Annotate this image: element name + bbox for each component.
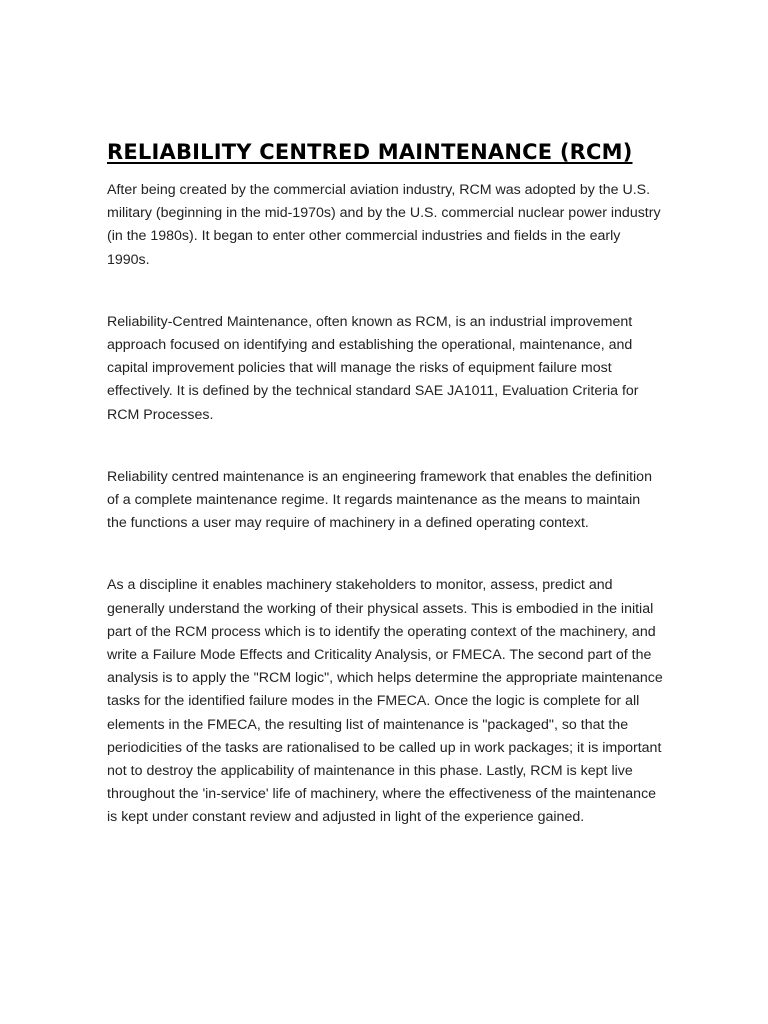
document-body [107, 138, 663, 830]
document-title: RELIABILITY CENTRED MAINTENANCE (RCM) [107, 140, 633, 164]
paragraph-discipline: As a discipline it enables machinery stakeholders to monitor, assess, predict and generally understand the working of their physical assets. This is embodied in the initial part of the RCM process which is to identify the operating context of the machinery, and write a Failure Mode Effects and Criticality Analysis, or FMECA. The second part of the analysis is to apply the "RCM logic", which helps determine the appropriate maintenance tasks for the identified failure modes in the FMECA. Once the logic is complete for all elements in the FMECA, the resulting list of maintenance is "packaged", so that the periodicities of the tasks are rationalised to be called up in work packages; it is important not to destroy the applicability of maintenance in this phase. Lastly, RCM is kept live throughout the 'in-service' life of machinery, where the effectiveness of the maintenance is kept under constant review and adjusted in light of the experience gained. [107, 577, 663, 826]
paragraph-definition: Reliability-Centred Maintenance, often known as RCM, is an industrial improvement approach focused on identifying and establishing the operational, maintenance, and capital improvement policies that will manage the risks of equipment failure most effectively. It is defined by the technical standard SAE JA1011, Evaluation Criteria for RCM Processes. [107, 313, 639, 423]
paragraph-framework: Reliability centred maintenance is an engineering framework that enables the definition of a complete maintenance regime. It regards maintenance as the means to maintain the functions a user may require of machinery in a defined operating context. [107, 468, 652, 532]
paragraph-history: After being created by the commercial aviation industry, RCM was adopted by the U.S. military (beginning in the mid-1970s) and by the U.S. commercial nuclear power industry (in the 1980s). It began to enter other commercial industries and fields in the early 1990s. [107, 182, 661, 268]
